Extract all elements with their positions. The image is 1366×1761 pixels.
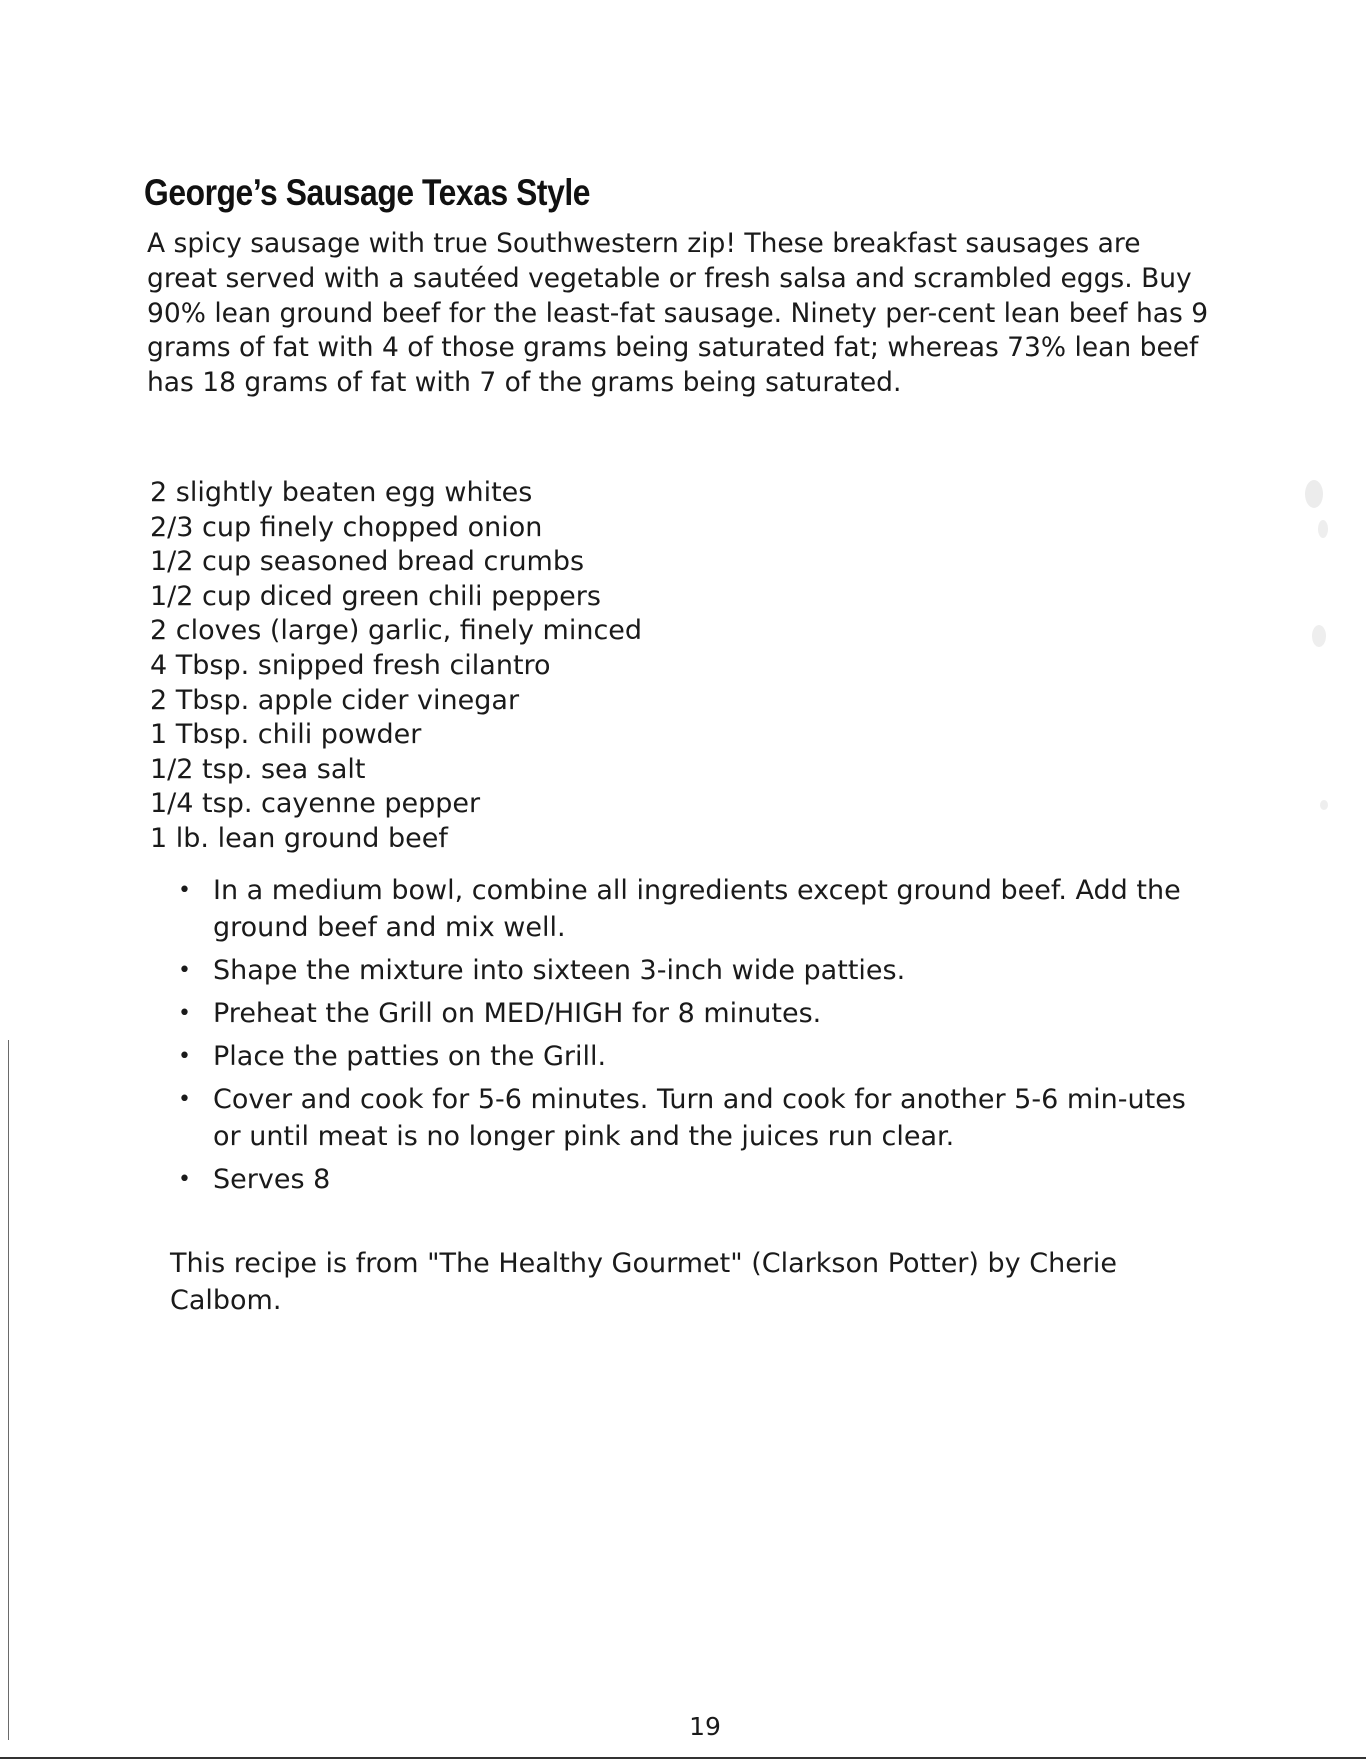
ingredient-item: 1/2 cup diced green chili peppers [150,580,601,612]
ingredient-item: 4 Tbsp. snipped fresh cilantro [150,649,551,681]
instruction-step [178,952,1208,989]
bullet-icon: • [178,1044,191,1069]
ingredient-item: 2 Tbsp. apple cider vinegar [150,684,520,716]
instruction-text: Shape the mixture into sixteen 3-inch wide patties. [213,955,906,986]
ingredient-item: 1/4 tsp. cayenne pepper [150,788,481,820]
ingredient-item: 2/3 cup finely chopped onion [150,511,543,543]
recipe-intro: A spicy sausage with true Southwestern zip! These breakfast sausages are great served with a sautéed vegetable or fresh salsa and scrambled eggs. Buy 90% lean ground beef for the least-fat sausage. Ninety per-cent lean beef has 9 grams of fat with 4 of those grams being saturated fat; whereas 73% lean beef has 18 grams of fat with 7 of the grams being saturated. [147,228,1209,399]
ingredient-item: 1 lb. lean ground beef [150,822,448,854]
instruction-step [178,1081,1208,1155]
scan-speckle [1312,625,1326,647]
instruction-list [178,872,1208,1204]
bullet-icon: • [178,878,191,903]
bullet-icon: • [178,1167,191,1192]
scan-edge-line [8,1040,9,1740]
ingredient-item: 1/2 cup seasoned bread crumbs [150,546,585,578]
scan-speckle [1318,520,1328,538]
bullet-icon: • [178,1087,191,1112]
instruction-step [178,1038,1208,1075]
ingredient-item: 1 Tbsp. chili powder [150,719,422,751]
recipe-title: George’s Sausage Texas Style [144,172,591,213]
instruction-text: Cover and cook for 5-6 minutes. Turn and cook for another 5-6 min-utes or until meat is no longer pink and the juices run clear. [213,1084,1186,1152]
bullet-icon: • [178,1001,191,1026]
ingredient-list [150,476,642,857]
page-number: 19 [689,1712,721,1741]
scan-speckle [1305,480,1323,508]
instruction-text: Preheat the Grill on MED/HIGH for 8 minutes. [213,998,822,1029]
instruction-step [178,995,1208,1032]
instruction-text: Serves 8 [213,1164,331,1195]
instruction-step [178,872,1208,946]
recipe-credit: This recipe is from "The Healthy Gourmet" (Clarkson Potter) by Cherie Calbom. [170,1248,1118,1316]
instruction-text: Place the patties on the Grill. [213,1041,607,1072]
instruction-text: In a medium bowl, combine all ingredients except ground beef. Add the ground beef and mix well. [213,875,1181,943]
ingredient-item: 2 slightly beaten egg whites [150,477,533,508]
ingredient-item: 2 cloves (large) garlic, finely minced [150,615,643,647]
instruction-step [178,1161,1208,1198]
ingredient-item: 1/2 tsp. sea salt [150,753,366,785]
scan-speckle [1320,800,1328,810]
bullet-icon: • [178,958,191,983]
scan-bottom-line [0,1757,1366,1759]
